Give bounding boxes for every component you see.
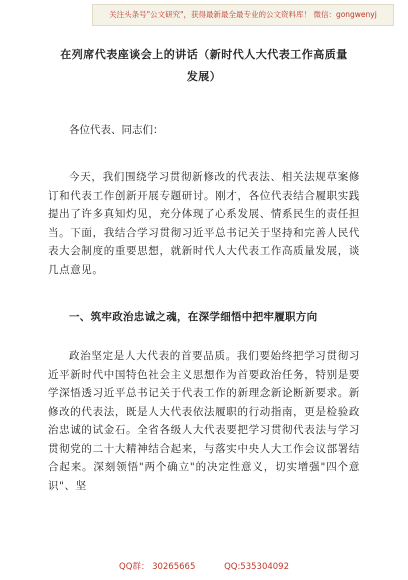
title-line-1: 在列席代表座谈会上的讲话（新时代人大代表工作高质量	[60, 48, 348, 61]
qq-group-text: QQ群： 30265665	[119, 562, 196, 572]
document-body	[48, 44, 360, 495]
document-title	[48, 44, 360, 88]
section-heading-1: 一、筑牢政治忠诚之魂，在深学细悟中把牢履职方向	[69, 311, 318, 323]
paragraph-intro: 今天，我们围绕学习贯彻新修改的代表法、相关法规草案修订和代表工作创新开展专题研讨。刚才，各位代表结合履职实践提出了许多真知灼见，充分体现了心系发展、情系民生的责任担当。下面，我结合学习贯彻习近平总书记关于坚持和完善人民代表大会制度的重要思想，就新时代人大代表工作高质量发展，谈几点意见。	[48, 171, 360, 276]
promo-banner-text: 关注头条号"公文研究"，获得最新最全最专业的公文资料库！ 微信：gongwenyj	[109, 10, 377, 19]
paragraph-section-1: 政治坚定是人大代表的首要品质。我们要始终把学习贯彻习近平新时代中国特色社会主义思想作为首要政治任务，特别是要学深悟透习近平总书记关于代表工作的新理念新论断新要求。新修改的代表法，既是人大代表依法履职的行动指南，更是检验政治忠诚的试金石。全省各级人大代表要把学习贯彻代表法与学习贯彻党的二十大精神结合起来，与落实中央人大工作会议部署结合起来。深刻领悟"两个确立"的决定性意义，切实增强"四个意识"、坚	[48, 350, 360, 492]
salutation: 各位代表、同志们：	[69, 124, 164, 136]
contact-footer	[0, 560, 408, 572]
title-line-2: 发展）	[186, 70, 222, 83]
promo-banner	[92, 4, 394, 26]
qq-number-text: QQ:535304092	[224, 562, 289, 572]
